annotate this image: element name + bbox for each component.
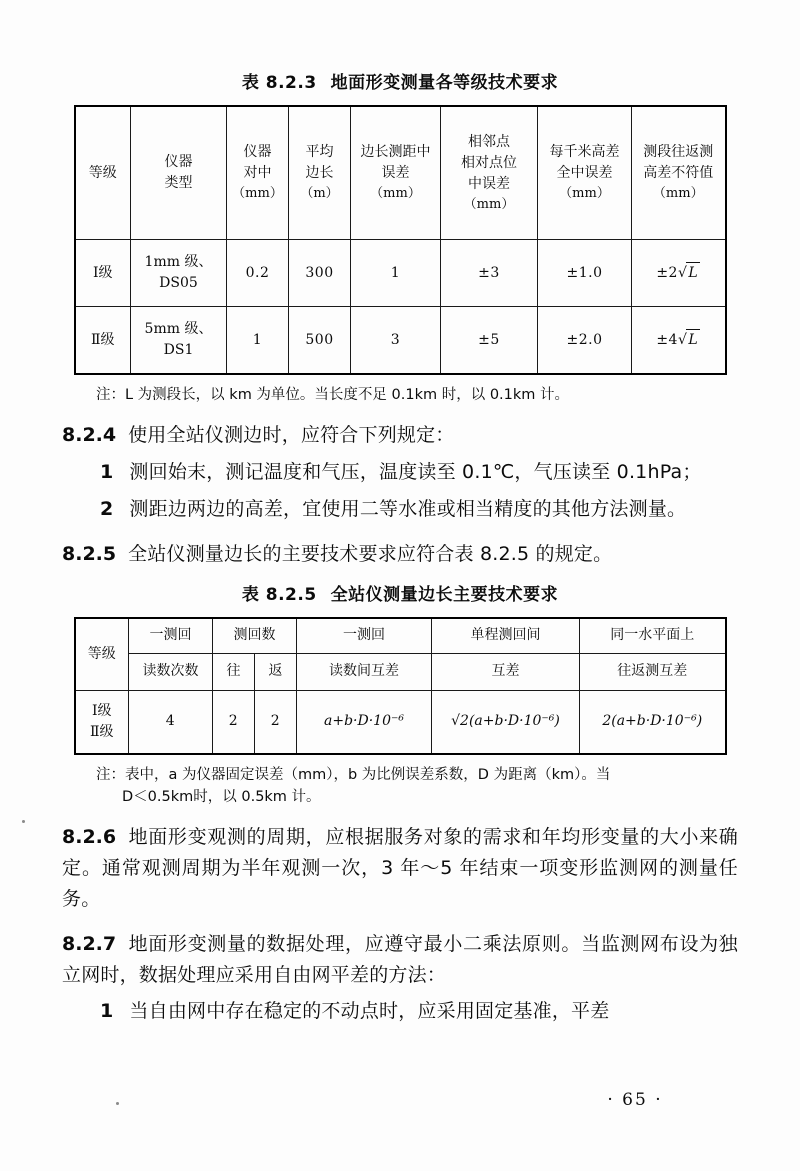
clause-824 (62, 420, 738, 451)
clause-824-item-1 (62, 457, 738, 488)
cell-height-error: ±1.0 (538, 240, 632, 307)
header-instrument-centering: 仪器 对中 （mm） (227, 106, 289, 240)
discrepancy-coefficient: ±4 (656, 332, 678, 348)
item-number: 1 (100, 461, 114, 484)
header-sets-forward: 往 (213, 653, 255, 690)
cell-point-error: ±5 (441, 307, 538, 375)
header-reading-difference-bottom: 读数间互差 (297, 653, 432, 690)
page-footer (0, 1090, 800, 1110)
header-number-of-sets: 测回数 (213, 618, 297, 654)
header-adjacent-point-error: 相邻点 相对点位 中误差 （mm） (441, 106, 538, 240)
table-row (75, 240, 726, 307)
cell-oneway-difference: √2(a+b·D·10⁻⁶) (432, 690, 580, 754)
cell-grade: Ⅰ级 (75, 240, 131, 307)
page-content (62, 68, 738, 1027)
table-823 (74, 105, 727, 375)
header-readings-per-set-bottom: 读数次数 (129, 653, 213, 690)
cell-sets-back: 2 (255, 690, 297, 754)
item-number: 1 (100, 1000, 114, 1023)
table-825 (74, 617, 727, 755)
item-text: 测距边两边的高差，宜使用二等水准或相当精度的其他方法测量。 (129, 498, 687, 520)
table-823-caption (62, 68, 738, 93)
header-per-km-height-error: 每千米高差 全中误差 （mm） (538, 106, 632, 240)
table-823-note: 注：L 为测段长，以 km 为单位。当长度不足 0.1km 时，以 0.1km 计。 (96, 387, 570, 403)
header-readings-per-set-top: 一测回 (129, 618, 213, 654)
page-number: · 65 · (607, 1090, 663, 1110)
clause-826-number: 8.2.6 (62, 826, 117, 849)
header-sets-back: 返 (255, 653, 297, 690)
cell-distance-error: 1 (351, 240, 441, 307)
item-text: 当自由网中存在稳定的不动点时，应采用固定基准，平差 (129, 1000, 610, 1023)
cell-side-length: 300 (289, 240, 351, 307)
cell-point-error: ±3 (441, 240, 538, 307)
discrepancy-radicand: L (686, 262, 700, 284)
cell-side-length: 500 (289, 307, 351, 375)
clause-827-text: 地面形变测量的数据处理，应遵守最小二乘法原则。当监测网布设为独立网时，数据处理应采用自由网平差的方法： (62, 932, 738, 986)
cell-grade: Ⅰ级 Ⅱ级 (75, 690, 129, 754)
header-oneway-difference-top: 单程测回间 (432, 618, 580, 654)
clause-827 (62, 929, 738, 991)
cell-same-plane-difference: 2(a+b·D·10⁻⁶) (580, 690, 726, 754)
table-823-caption-number: 表 8.2.3 (241, 73, 317, 93)
cell-distance-error: 3 (351, 307, 441, 375)
page-speckle (22, 820, 25, 823)
table-825-note (62, 764, 738, 809)
header-grade: 等级 (75, 106, 131, 240)
cell-readings-per-set: 4 (129, 690, 213, 754)
cell-centering: 1 (227, 307, 289, 375)
cell-discrepancy: ±2√L (632, 240, 726, 307)
item-number: 2 (100, 498, 114, 520)
table-823-header-row (75, 106, 726, 240)
header-same-plane-top: 同一水平面上 (580, 618, 726, 654)
item-text: 测回始末，测记温度和气压，温度读至 0.1℃，气压读至 0.1hPa； (129, 461, 702, 484)
clause-826-text: 地面形变观测的周期，应根据服务对象的需求和年均形变量的大小来确定。通常观测周期为半年观测一次，3 年～5 年结束一项变形监测网的测量任务。 (62, 826, 738, 910)
cell-instrument-type: 1mm 级、 DS05 (131, 240, 227, 307)
cell-sets-forward: 2 (213, 690, 255, 754)
discrepancy-radicand: L (686, 329, 700, 351)
table-825-header-row-2 (75, 653, 726, 690)
table-823-caption-title: 地面形变测量各等级技术要求 (330, 73, 559, 93)
header-reading-difference-top: 一测回 (297, 618, 432, 654)
table-row (75, 307, 726, 375)
header-instrument-type: 仪器 类型 (131, 106, 227, 240)
header-side-distance-error: 边长测距中 误差 （mm） (351, 106, 441, 240)
header-oneway-difference-bottom: 互差 (432, 653, 580, 690)
cell-discrepancy: ±4√L (632, 307, 726, 375)
header-same-plane-bottom: 往返测互差 (580, 653, 726, 690)
table-825-header-row-1 (75, 618, 726, 654)
clause-826 (62, 822, 738, 914)
clause-827-item-1 (62, 996, 738, 1027)
table-825-note-line-2: D＜0.5km时，以 0.5km 计。 (122, 789, 321, 805)
clause-825 (62, 539, 738, 570)
cell-grade: Ⅱ级 (75, 307, 131, 375)
clause-825-text: 全站仪测量边长的主要技术要求应符合表 8.2.5 的规定。 (128, 542, 613, 565)
clause-824-text: 使用全站仪测边时，应符合下列规定： (128, 424, 455, 447)
cell-centering: 0.2 (227, 240, 289, 307)
header-roundtrip-discrepancy: 测段往返测 高差不符值 （mm） (632, 106, 726, 240)
table-825-caption-title: 全站仪测量边长主要技术要求 (330, 584, 559, 605)
clause-824-number: 8.2.4 (62, 424, 117, 447)
clause-824-item-2 (62, 494, 738, 525)
header-average-side-length: 平均 边长 （m） (289, 106, 351, 240)
cell-instrument-type: 5mm 级、 DS1 (131, 307, 227, 375)
discrepancy-coefficient: ±2 (656, 265, 678, 281)
cell-reading-difference: a+b·D·10⁻⁶ (297, 690, 432, 754)
table-825-caption-number: 表 8.2.5 (241, 584, 317, 605)
clause-827-number: 8.2.7 (62, 932, 117, 955)
cell-height-error: ±2.0 (538, 307, 632, 375)
table-825-caption (62, 580, 738, 605)
header-grade: 等级 (75, 618, 129, 691)
clause-825-number: 8.2.5 (62, 542, 117, 565)
table-row (75, 690, 726, 754)
table-825-note-line-1: 注：表中，a 为仪器固定误差（mm），b 为比例误差系数，D 为距离（km）。当 (96, 766, 611, 783)
